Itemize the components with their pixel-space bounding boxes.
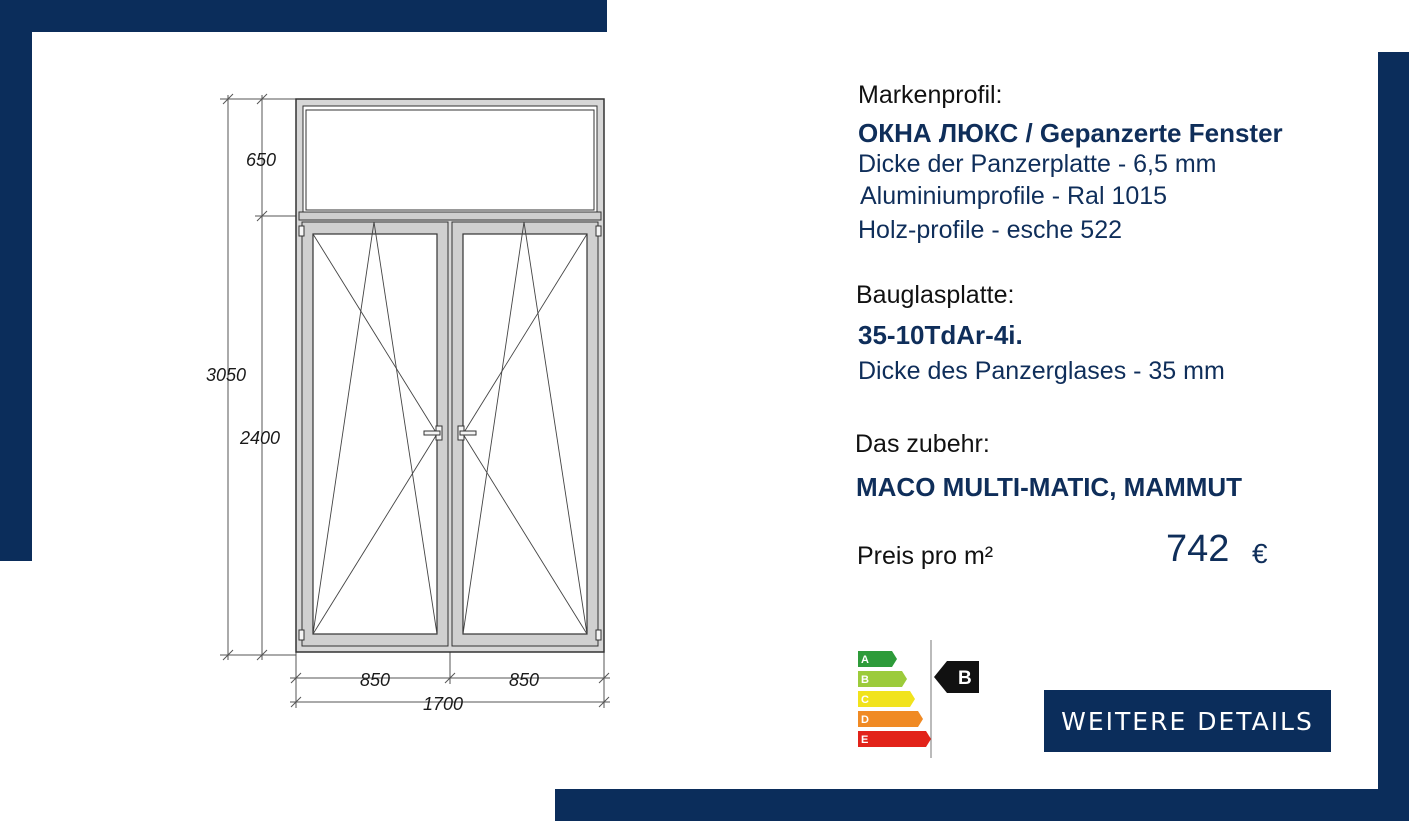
energy-class-letter: D: [861, 714, 869, 726]
energy-class-letter: B: [861, 674, 869, 686]
brand-profile-label: Markenprofil:: [858, 81, 1003, 109]
energy-class-letter: C: [861, 694, 869, 706]
price-value: 742: [1166, 528, 1230, 570]
glass-value: 35-10TdAr-4i.: [858, 320, 1023, 350]
dimension-top: 650: [246, 150, 277, 170]
price-currency: €: [1252, 538, 1268, 569]
glass-thickness: Dicke des Panzerglases - 35 mm: [858, 357, 1225, 385]
dimension-right-width: 850: [509, 670, 540, 690]
energy-class-letter: A: [861, 654, 869, 666]
energy-rating-badge: [934, 661, 979, 693]
dimension-total-width: 1700: [423, 694, 464, 714]
dimension-total-height: 3050: [206, 365, 247, 385]
energy-rating-text: B: [958, 668, 972, 689]
dimension-left-width: 850: [360, 670, 391, 690]
energy-class-letter: E: [861, 734, 869, 746]
door-technical-drawing: [190, 88, 620, 718]
plate-thickness: Dicke der Panzerplatte - 6,5 mm: [858, 150, 1217, 178]
accessory-value: MACO MULTI-MATIC, MAMMUT: [856, 472, 1243, 502]
frame-block-left: [0, 0, 32, 561]
frame-block-bottom: [555, 789, 1409, 821]
accessory-label: Das zubehr:: [855, 430, 990, 458]
brand-profile-value: ОКНА ЛЮКС / Gepanzerte Fenster: [858, 118, 1283, 148]
frame-block-right: [1378, 52, 1409, 821]
dimension-door-height: 2400: [240, 428, 281, 448]
details-button[interactable]: WEITERE DETAILS: [1044, 690, 1331, 752]
energy-class-bar: [858, 731, 931, 747]
aluminium-profile: Aluminiumprofile - Ral 1015: [860, 182, 1168, 210]
energy-efficiency-label: [855, 640, 985, 760]
frame-block-top-left: [0, 0, 607, 32]
glass-label: Bauglasplatte:: [856, 281, 1015, 309]
wood-profile: Holz-profile - esche 522: [858, 216, 1123, 244]
price-label: Preis pro m²: [857, 542, 994, 570]
